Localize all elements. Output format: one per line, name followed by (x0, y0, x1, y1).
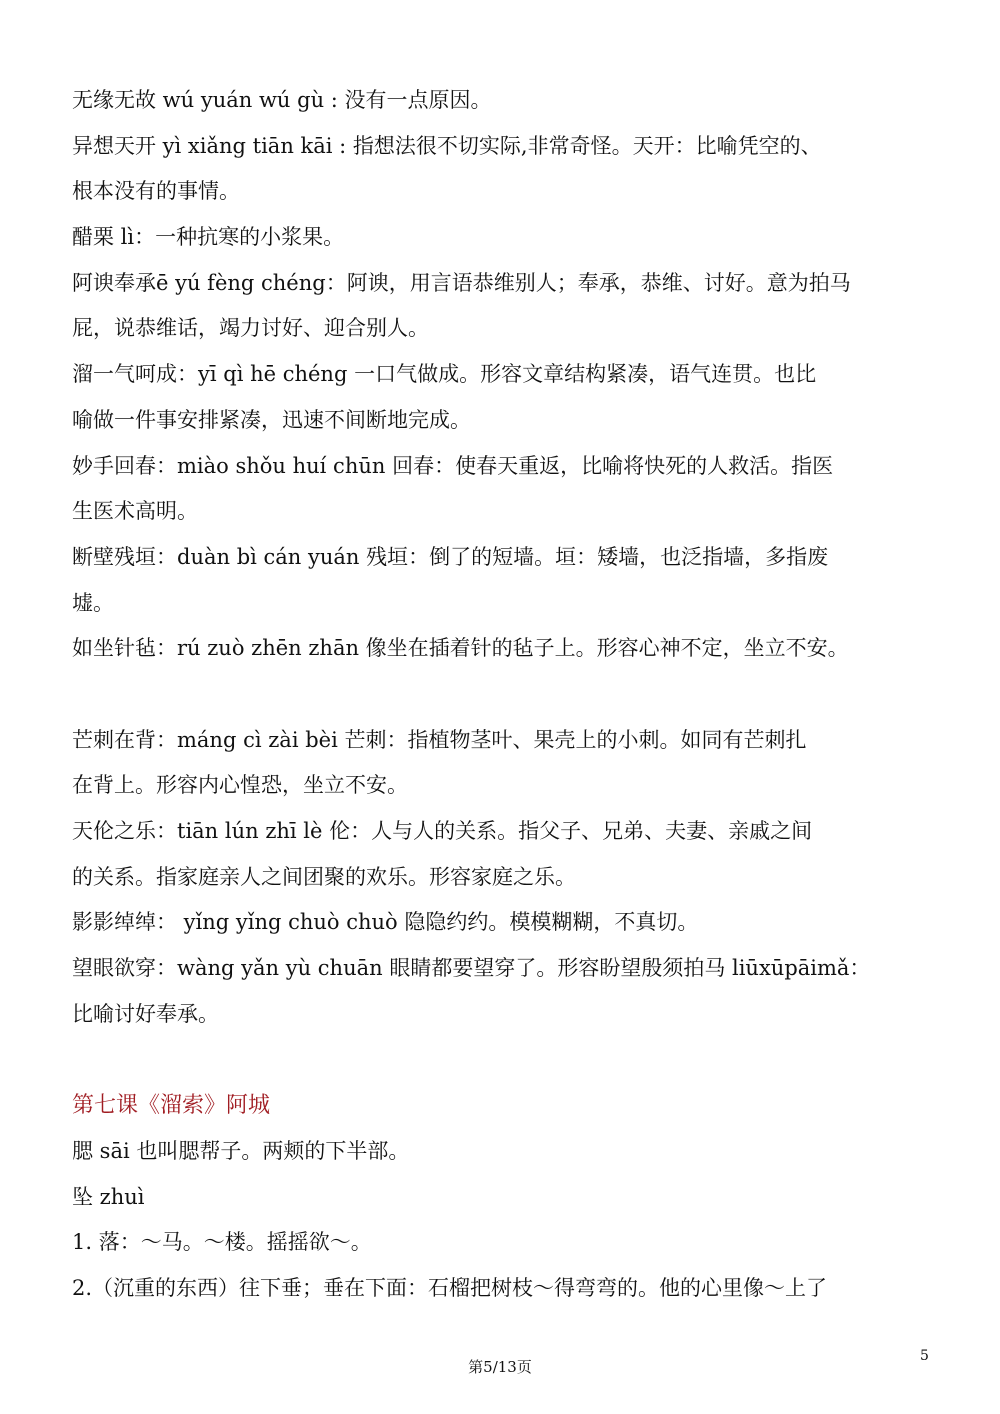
text-line: 2.（沉重的东西）往下垂；垂在下面：石榴把树枝～得弯弯的。他的心里像～上了 (72, 1275, 828, 1300)
section-heading: 第七课《溜索》阿城 (72, 1093, 271, 1119)
text-line: 异想天开 yì xiǎng tiān kāi : 指想法很不切实际,非常奇怪。天开：比喻凭空的、 (72, 133, 822, 158)
text-line: 如坐针毡：rú zuò zhēn zhān 像坐在插着针的毡子上。形容心神不定，坐立不安。 (72, 636, 849, 661)
text-line: 坠 zhuì (72, 1184, 145, 1209)
text-line: 望眼欲穿：wàng yǎn yù chuān 眼睛都要望穿了。形容盼望殷须拍马 liūxūpāimǎ： (72, 956, 871, 981)
text-line: 墟。 (72, 590, 114, 615)
text-line: 根本没有的事情。 (72, 179, 240, 204)
blank-line (72, 1037, 932, 1083)
text-line: 断壁残垣：duàn bì cán yuán 残垣：倒了的短墙。垣：矮墙，也泛指墙，多指废 (72, 544, 829, 569)
text-line: 喻做一件事安排紧凑，迅速不间断地完成。 (72, 407, 471, 432)
text-line: 醋栗 lì：一种抗寒的小浆果。 (72, 225, 345, 250)
text-line: 阿谀奉承ē yú fèng chéng：阿谀，用言语恭维别人；奉承，恭维、讨好。意为拍马 (72, 270, 851, 295)
text-line: 妙手回春：miào shǒu huí chūn 回春：使春天重返，比喻将快死的人救活。指医 (72, 453, 834, 478)
text-line: 芒刺在背：máng cì zài bèi 芒刺：指植物茎叶、果壳上的小刺。如同有芒刺扎 (72, 727, 807, 752)
page-number: 5 (920, 1348, 929, 1364)
text-line: 腮 sāi 也叫腮帮子。两颊的下半部。 (72, 1138, 410, 1163)
text-line: 生医术高明。 (72, 499, 198, 524)
text-line: 1. 落：～马。～楼。摇摇欲～。 (72, 1230, 372, 1255)
text-line: 溜一气呵成：yī qì hē chéng 一口气做成。形容文章结构紧凑，语气连贯。也比 (72, 362, 817, 387)
text-line: 无缘无故 wú yuán wú gù : 没有一点原因。 (72, 88, 492, 112)
text-line: 比喻讨好奉承。 (72, 1001, 219, 1026)
text-line: 天伦之乐：tiān lún zhī lè 伦：人与人的关系。指父子、兄弟、夫妻、亲戚之间 (72, 819, 813, 843)
text-line: 影影绰绰： yǐng yǐng chuò chuò 隐隐约约。模模糊糊，不真切。 (72, 910, 699, 935)
text-line: 在背上。形容内心惶恐，坐立不安。 (72, 773, 408, 798)
text-line: 的关系。指家庭亲人之间团聚的欢乐。形容家庭之乐。 (72, 864, 576, 889)
blank-line (72, 672, 932, 718)
page-footer: 第5/13页 (468, 1358, 532, 1376)
document-body (72, 78, 932, 1312)
text-line: 屁，说恭维话，竭力讨好、迎合别人。 (72, 316, 429, 341)
